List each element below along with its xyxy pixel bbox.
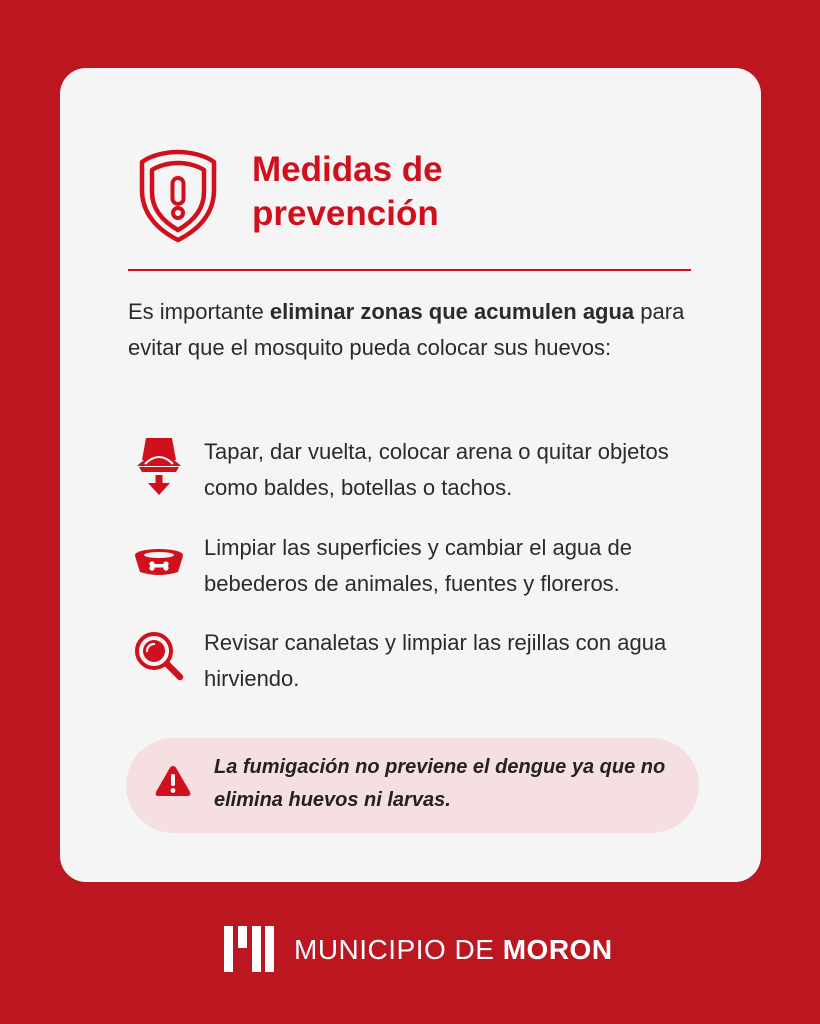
- item-text: Limpiar las superficies y cambiar el agua de bebederos de animales, fuentes y floreros.: [204, 535, 632, 596]
- intro-text-end: para evitar que el mosquito pueda colocar sus huevos:: [128, 299, 685, 360]
- page-title: [252, 148, 672, 236]
- logo-text: [294, 934, 613, 966]
- item-text: Revisar canaletas y limpiar las rejillas con agua hirviendo.: [204, 630, 667, 691]
- warning-triangle-icon: [154, 764, 192, 798]
- divider: [128, 269, 691, 271]
- pet-bowl-icon: [132, 532, 186, 592]
- bucket-flip-icon: [132, 436, 186, 496]
- logo-text-prefix: MUNICIPIO DE: [294, 934, 503, 965]
- shield-alert-icon: [136, 148, 220, 244]
- intro-text-bold: eliminar zonas que acumulen agua: [269, 299, 635, 324]
- warning-text: La fumigación no previene el dengue ya que no elimina huevos ni larvas.: [214, 756, 666, 811]
- title-line-1: Medidas de: [252, 150, 443, 189]
- logo-mark-icon: [224, 924, 274, 974]
- logo-text-bold: MORON: [502, 934, 613, 965]
- municipio-logo: [224, 924, 644, 976]
- intro-text-start: Es importante: [128, 299, 270, 324]
- title-line-2: prevención: [252, 194, 439, 233]
- intro-paragraph: [128, 294, 688, 366]
- magnifier-icon: [132, 629, 186, 689]
- warning-banner: [126, 738, 699, 833]
- item-text: Tapar, dar vuelta, colocar arena o quitar objetos como baldes, botellas o tachos.: [204, 439, 669, 500]
- info-card: [60, 68, 761, 882]
